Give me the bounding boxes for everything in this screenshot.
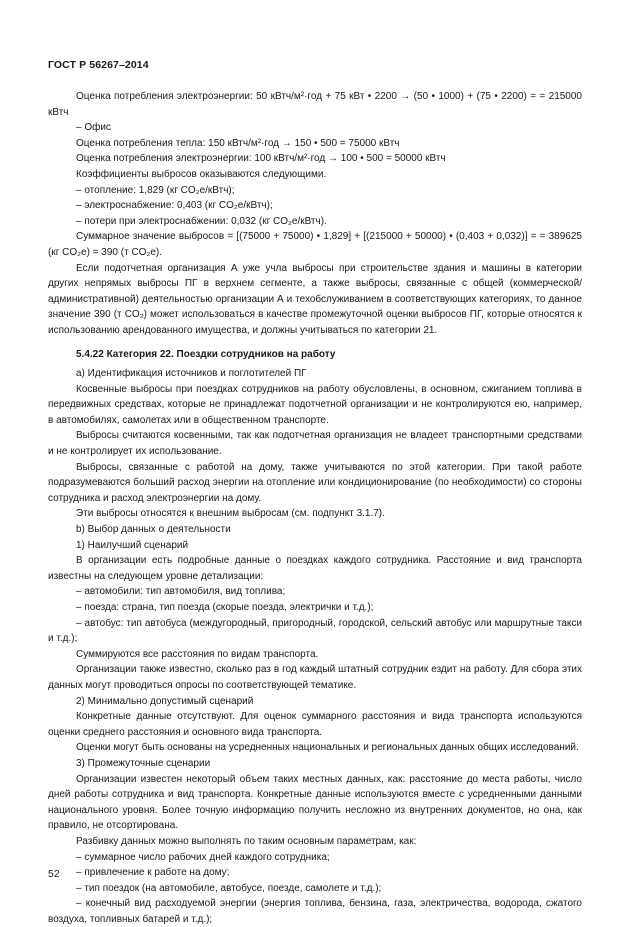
list-item: – конечный вид расходуемой энергии (энергия топлива, бензина, газа, электричества, водорода, сжатого воздуха, топливных батарей и т.д.); [48, 898, 582, 925]
list-item: – отопление: 1,829 (кг CO₂е/кВтч); [76, 184, 235, 196]
paragraph: Косвенные выбросы при поездках сотрудников на работу обусловлены, в основном, сжиганием топлива в передвижных средствах, которые не принадлежат подотчетной организации и не контролируются ею, например, в автомобилях, самолетах или в общественном транспорте. [48, 383, 582, 426]
paragraph: Если подотчетная организация А уже учла выбросы при строительстве здания и машины в категории других непрямых выбросы ПГ в верхнем сегменте, а также выбросы, связанные с общей (коммерческой/административной) деятельностью организации А и техобслуживанием в соответствующих категориях, то данное значение 390 (т CO₂) может использоваться в качестве промежуточной оценки выбросов ПГ, которые относятся к использованию арендованного имущества, и должны учитываться по категории 21. [48, 262, 582, 336]
subsection-label: 1) Наилучший сценарий [76, 539, 189, 551]
paragraph: Суммарное значение выбросов = [(75000 + 75000) • 1,829] + [(215000 + 50000) • (0,403 + 0,032)] = = 389625 (кг CO₂е) = 390 (т CO₂е). [48, 231, 582, 258]
list-item: – автобус: тип автобуса (междугородный, пригородный, городской, сельский автобус или маршрутные такси и т.д.); [48, 617, 582, 645]
list-item: – привлечение к работе на дому; [76, 867, 230, 879]
paragraph: Оценка потребления тепла: 150 кВтч/м²·год → 150 • 500 = 75000 кВтч [76, 137, 400, 149]
paragraph: Суммируются все расстояния по видам транспорта. [76, 648, 319, 660]
list-item: – электроснабжение: 0,403 (кг CO₂е/кВтч); [76, 200, 273, 212]
subsection-label: а) Идентификация источников и поглотителей ПГ [76, 368, 307, 380]
list-item: – суммарное число рабочих дней каждого сотрудника; [76, 851, 330, 863]
paragraph: Эти выбросы относятся к внешним выбросам (см. подпункт 3.1.7). [76, 508, 385, 520]
document-header: ГОСТ Р 56267–2014 [48, 59, 149, 71]
list-item: – потери при электроснабжении: 0,032 (кг CO₂е/кВтч). [76, 215, 327, 227]
subsection-label: b) Выбор данных о деятельности [76, 524, 231, 536]
paragraph: Разбивку данных можно выполнять по таким основным параметрам, как: [76, 835, 417, 847]
paragraph: Организации известен некоторый объем таких местных данных, как: расстояние до места работы, число дней работы сотрудника и вид транспорта. Конкретные данные используются вместе с усредненными данными национального уровня. Более точную информацию получить несложно из внутренних документов, но она, как правило, не отсортирована. [48, 773, 582, 832]
paragraph: – Офис [76, 122, 111, 134]
paragraph: В организации есть подробные данные о поездках каждого сотрудника. Расстояние и вид транспорта известны на следующем уровне детализации: [48, 555, 582, 582]
list-item: – тип поездок (на автомобиле, автобусе, поезде, самолете и т.д.); [76, 882, 382, 894]
list-item: – автомобили: тип автомобиля, вид топлива; [76, 586, 286, 598]
section-heading: 5.4.22 Категория 22. Поездки сотрудников на работу [76, 348, 336, 360]
subsection-label: 2) Минимально допустимый сценарий [76, 695, 254, 707]
page-number: 52 [48, 868, 60, 880]
paragraph: Выбросы, связанные с работой на дому, также учитываются по этой категории. При такой работе подразумеваются больший расход энергии на отопление или кондиционирование (по необходимости) со стороны сотрудника и расход электроэнергии на дому. [48, 461, 582, 504]
paragraph: Выбросы считаются косвенными, так как подотчетная организация не владеет транспортными средствами и не контролирует их использование. [48, 430, 582, 458]
paragraph: Оценки могут быть основаны на усредненных национальных и региональных данных общих исследований. [76, 742, 579, 754]
paragraph: Коэффициенты выбросов оказываются следующими. [76, 168, 327, 180]
subsection-label: 3) Промежуточные сценарии [76, 757, 211, 769]
paragraph: Организации также известно, сколько раз в год каждый штатный сотрудник ездит на работу. Для сбора этих данных могут проводиться опросы по соответствующей тематике. [48, 664, 582, 691]
document-body [48, 89, 582, 927]
paragraph: Оценка потребления электроэнергии: 100 кВтч/м²·год → 100 • 500 = 50000 кВтч [76, 153, 446, 165]
paragraph: Оценка потребления электроэнергии: 50 кВтч/м²·год + 75 кВт • 2200 → (50 • 1000) + (75 • 2200) = = 215000 кВтч [48, 91, 582, 118]
list-item: – поезда: страна, тип поезда (скорые поезда, электрички и т.д.); [76, 602, 374, 613]
paragraph: Конкретные данные отсутствуют. Для оценок суммарного расстояния и вида транспорта используются оценки среднего расстояния и основного вида транспорта. [48, 711, 582, 738]
